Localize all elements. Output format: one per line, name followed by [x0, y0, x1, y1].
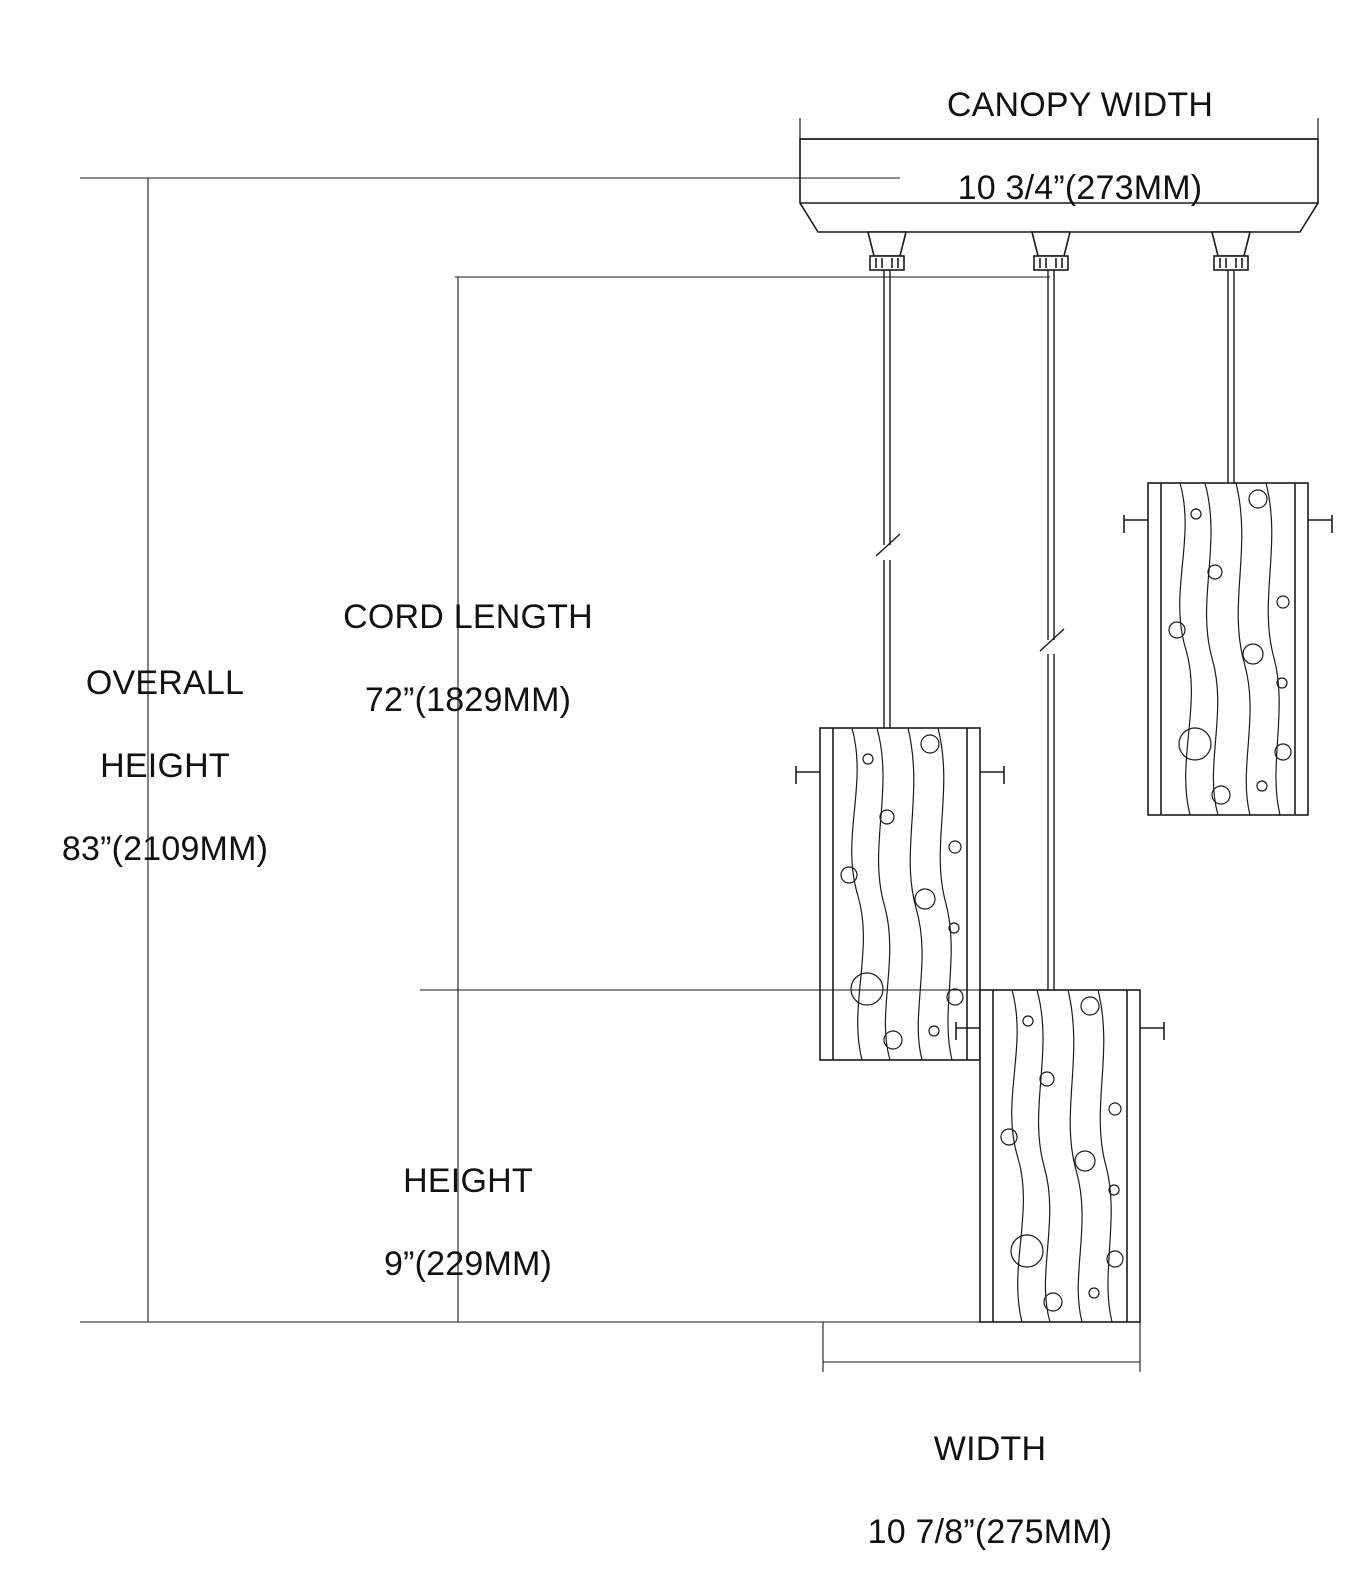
overall-height-label — [10, 622, 320, 912]
overall-width-value: 10 7/8”(275MM) — [867, 1513, 1113, 1552]
cord-length-value: 72”(1829MM) — [364, 681, 572, 720]
cord-middle — [1040, 270, 1064, 990]
shade-right — [1124, 483, 1332, 815]
canopy-width-label — [820, 44, 1340, 251]
cord-length-title: CORD LENGTH — [343, 598, 593, 637]
cord-right — [1228, 270, 1234, 483]
shade-height-value: 9”(229MM) — [383, 1245, 553, 1284]
shade-middle — [956, 990, 1164, 1322]
overall-width-dimension — [823, 1322, 1140, 1372]
canopy-width-title: CANOPY WIDTH — [946, 86, 1214, 125]
overall-width-title: WIDTH — [933, 1430, 1047, 1469]
shade-height-title: HEIGHT — [403, 1162, 533, 1201]
cord-left — [876, 270, 900, 728]
overall-height-title-1: OVERALL — [85, 664, 245, 703]
overall-height-title-2: HEIGHT — [100, 747, 230, 786]
overall-height-value: 83”(2109MM) — [61, 830, 269, 869]
shade-height-label — [288, 1120, 648, 1327]
cord-length-label — [268, 556, 668, 763]
overall-width-label — [780, 1388, 1200, 1595]
shade-left — [796, 728, 1004, 1060]
canopy-width-value: 10 3/4”(273MM) — [957, 169, 1203, 208]
